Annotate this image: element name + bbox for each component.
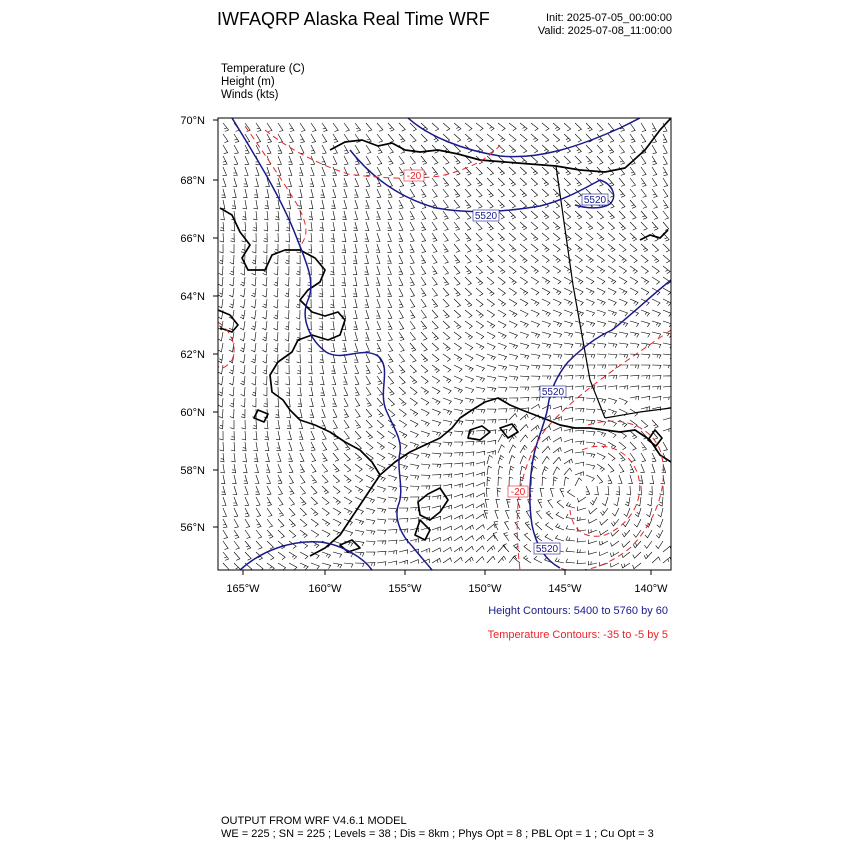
latitude-axis bbox=[180, 115, 218, 534]
lat-tick-label: 70°N bbox=[180, 115, 205, 127]
lat-tick-label: 60°N bbox=[180, 407, 205, 419]
lat-tick-label: 64°N bbox=[180, 291, 205, 303]
height-contour-label: 5520 bbox=[541, 387, 565, 398]
lat-tick-label: 62°N bbox=[180, 349, 205, 361]
field-label-height: Height (m) bbox=[221, 76, 275, 88]
lat-tick-label: 66°N bbox=[180, 233, 205, 245]
model-config: WE = 225 ; SN = 225 ; Levels = 38 ; Dis = 8km ; Phys Opt = 8 ; PBL Opt = 1 ; Cu Opt = 3 bbox=[221, 828, 654, 840]
temperature-contour-label: -20 bbox=[510, 487, 526, 498]
lat-tick-label: 68°N bbox=[180, 175, 205, 187]
height-contour-label: 5520 bbox=[535, 544, 559, 555]
lat-tick-label: 56°N bbox=[180, 522, 205, 534]
lon-tick-label: 160°W bbox=[308, 583, 342, 595]
lat-tick-label: 58°N bbox=[180, 465, 205, 477]
lon-tick-label: 140°W bbox=[634, 583, 668, 595]
lon-tick-label: 150°W bbox=[468, 583, 502, 595]
political-borders bbox=[556, 166, 671, 418]
height-contour-legend: Height Contours: 5400 to 5760 by 60 bbox=[488, 605, 668, 617]
contour-labels bbox=[404, 170, 608, 555]
lon-tick-label: 165°W bbox=[226, 583, 260, 595]
model-info: OUTPUT FROM WRF V4.6.1 MODEL bbox=[221, 815, 407, 827]
lon-tick-label: 155°W bbox=[388, 583, 422, 595]
temperature-contour-label: -20 bbox=[406, 171, 422, 182]
init-time: Init: 2025-07-05_00:00:00 bbox=[546, 12, 672, 24]
lon-tick-label: 145°W bbox=[548, 583, 582, 595]
height-contour-label: 5520 bbox=[474, 211, 498, 222]
longitude-axis bbox=[226, 570, 668, 595]
field-label-temperature: Temperature (C) bbox=[221, 63, 305, 75]
valid-time: Valid: 2025-07-08_11:00:00 bbox=[537, 25, 672, 37]
height-contour-label: 5520 bbox=[583, 195, 607, 206]
field-label-winds: Winds (kts) bbox=[221, 89, 279, 101]
map-title: IWFAQRP Alaska Real Time WRF bbox=[217, 9, 490, 29]
temperature-contour-legend: Temperature Contours: -35 to -5 by 5 bbox=[487, 629, 668, 641]
